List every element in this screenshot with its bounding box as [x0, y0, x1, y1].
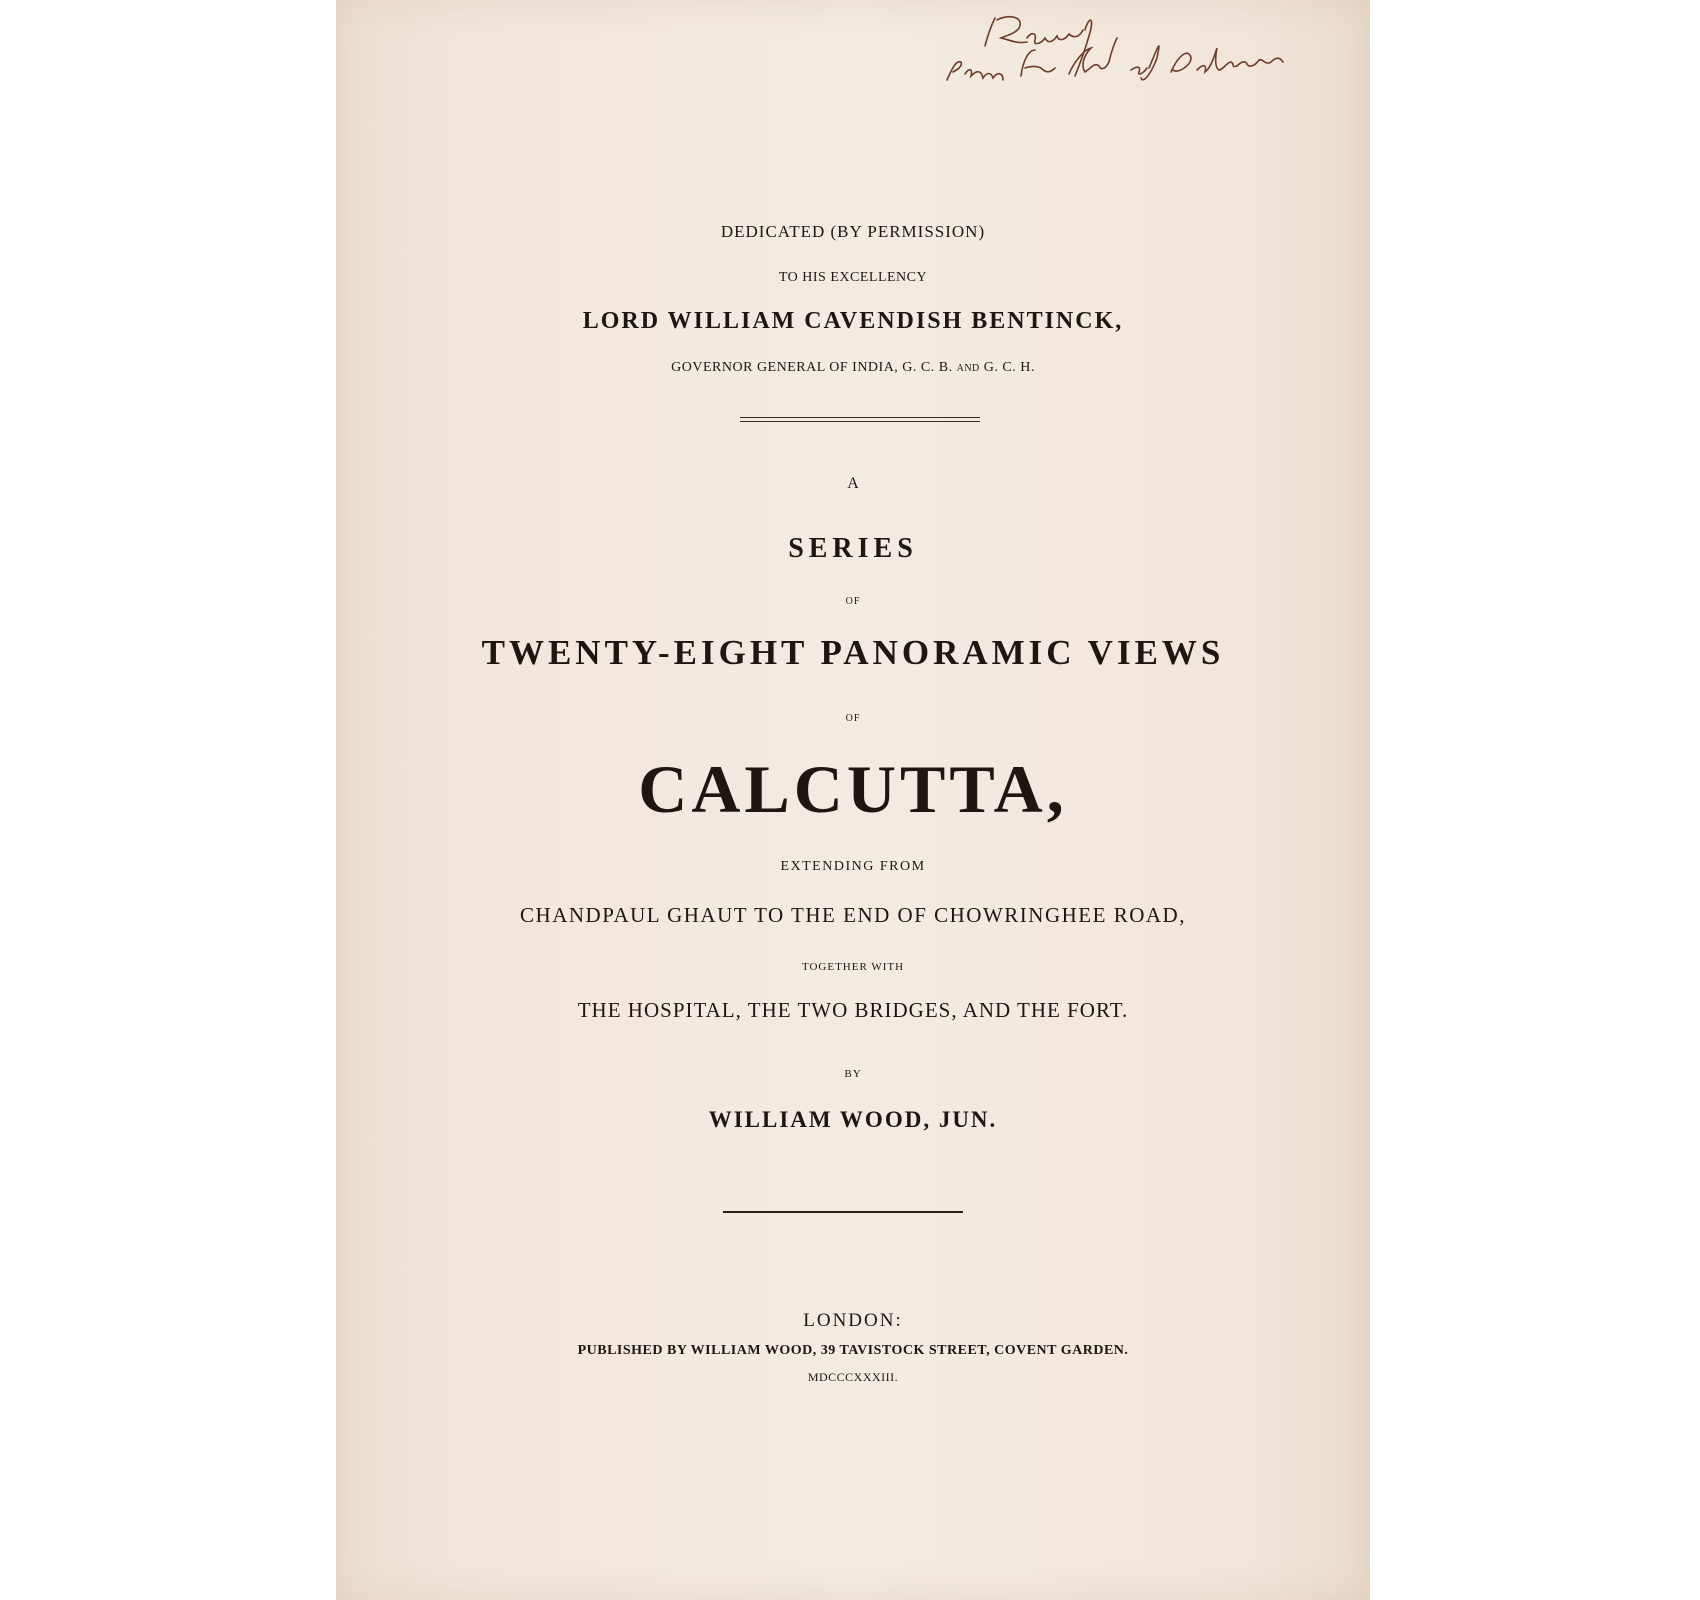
dedicatee-name: LORD WILLIAM CAVENDISH BENTINCK,	[582, 308, 1124, 334]
dedicatee-titles-part2: G. C. H.	[983, 360, 1035, 375]
title-route: CHANDPAUL GHAUT TO THE END OF CHOWRINGHEE ROAD,	[520, 903, 1186, 927]
inscription-script-image	[935, 8, 1295, 88]
title-city: CALCUTTA,	[638, 751, 1068, 827]
title-views: TWENTY-EIGHT PANORAMIC VIEWS	[481, 633, 1225, 672]
handwritten-inscription	[935, 8, 1295, 88]
title-extending: EXTENDING FROM	[780, 859, 926, 874]
title-together: TOGETHER WITH	[801, 961, 905, 973]
title-extras: THE HOSPITAL, THE TWO BRIDGES, AND THE FORT.	[577, 998, 1129, 1022]
dedication-line: DEDICATED (BY PERMISSION)	[720, 222, 986, 241]
imprint-publisher: PUBLISHED BY WILLIAM WOOD, 39 TAVISTOCK STREET, COVENT GARDEN.	[577, 1343, 1129, 1358]
dedicatee-titles-part1: GOVERNOR GENERAL OF INDIA, G. C. B.	[671, 360, 953, 375]
dedicatee-titles	[336, 360, 1370, 376]
title-of-2: OF	[845, 713, 861, 724]
imprint-place: LONDON:	[803, 1310, 903, 1331]
imprint-year: MDCCCXXXIII.	[807, 1370, 899, 1384]
author-name: WILLIAM WOOD, JUN.	[708, 1107, 998, 1132]
dedication-subline: TO HIS EXCELLENCY	[778, 270, 928, 285]
title-article: A	[847, 475, 859, 492]
single-rule-divider	[723, 1211, 963, 1213]
dedicatee-titles-and: AND	[956, 363, 980, 374]
title-by: BY	[844, 1068, 862, 1080]
title-of-1: OF	[845, 596, 861, 607]
double-rule-divider	[740, 417, 980, 422]
title-series: SERIES	[788, 533, 918, 564]
